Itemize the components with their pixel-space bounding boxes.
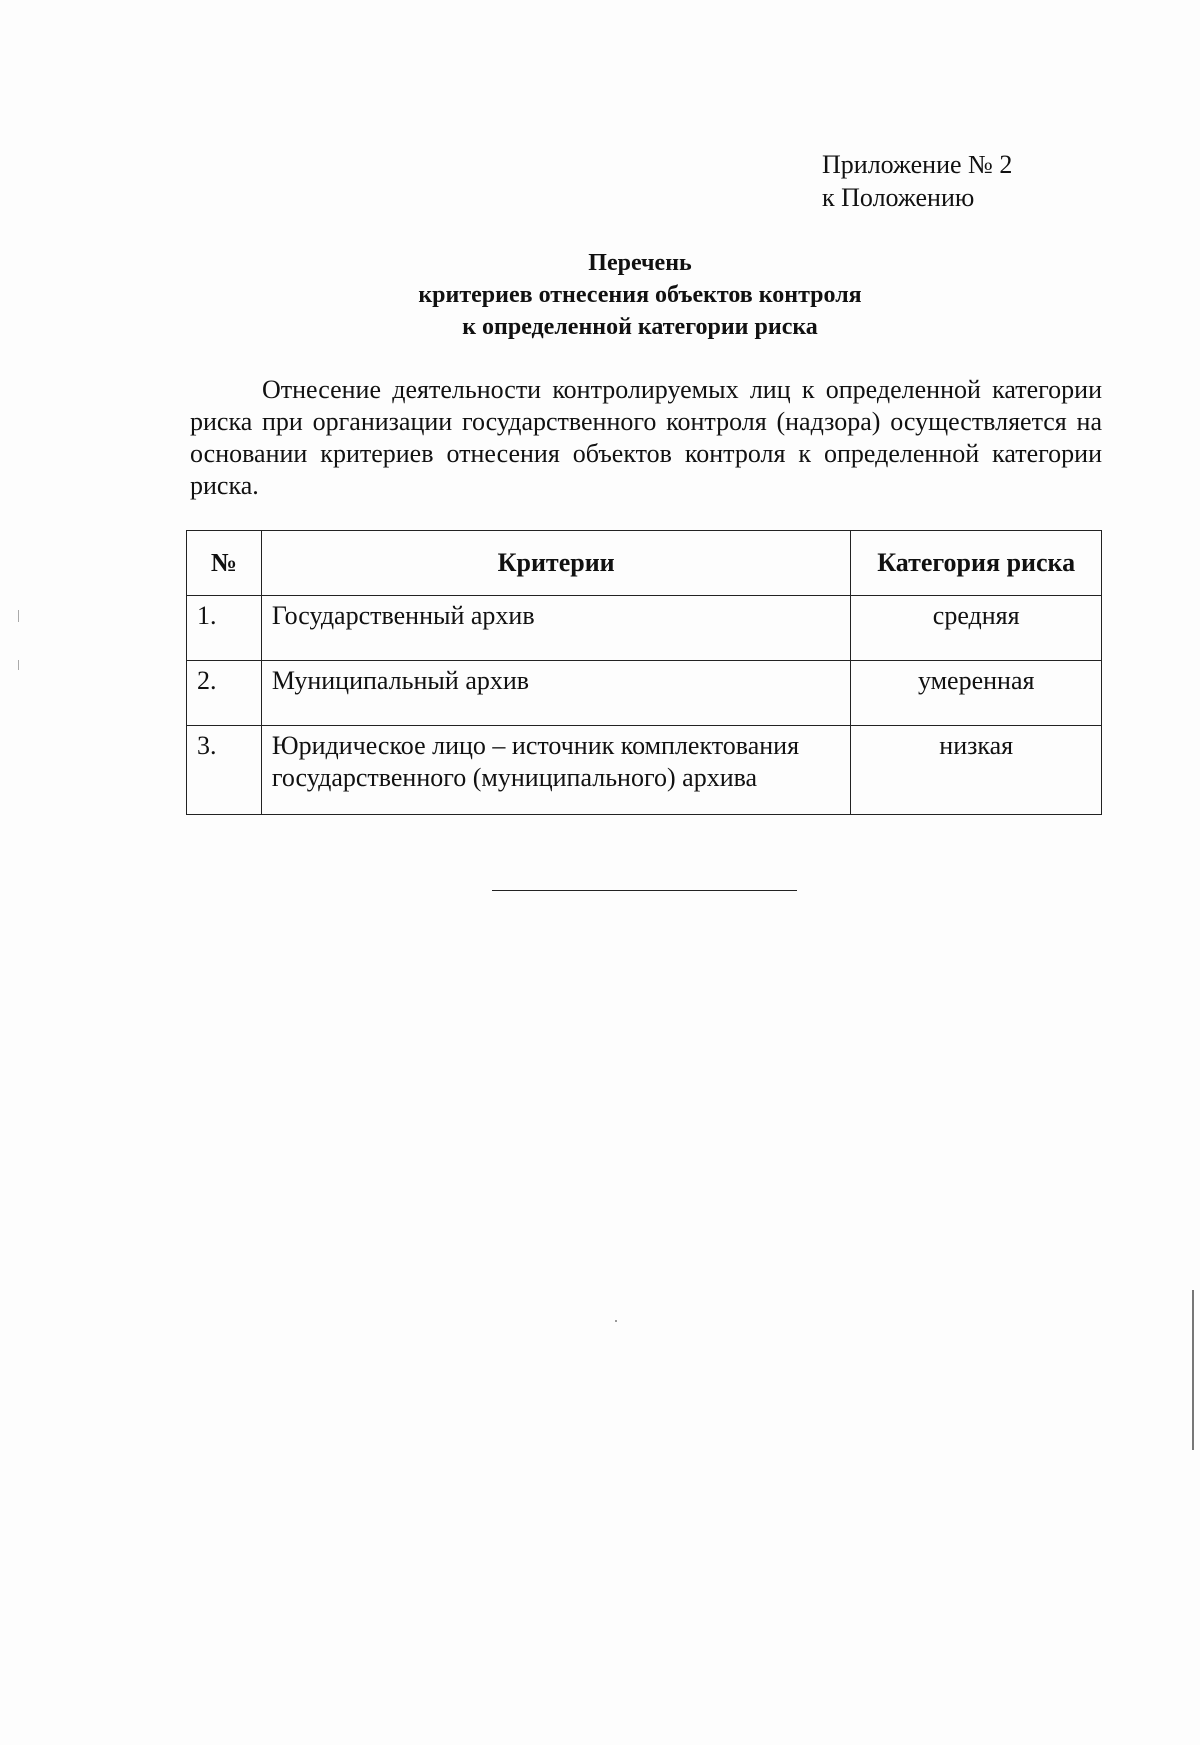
- criteria-table: [186, 530, 1102, 815]
- table-row: [187, 661, 1102, 726]
- table-row: [187, 726, 1102, 815]
- row-number: 3.: [187, 726, 262, 815]
- end-divider: [492, 890, 797, 891]
- title-line-1: Перечень: [588, 250, 692, 276]
- appendix-number: Приложение № 2: [822, 150, 1013, 179]
- scan-artifact-left: [18, 610, 19, 622]
- row-category: низкая: [851, 726, 1102, 815]
- row-criteria: Юридическое лицо – источник комплектования государственного (муниципального) архива: [261, 726, 851, 815]
- table-header-row: [187, 531, 1102, 596]
- row-number: 2.: [187, 661, 262, 726]
- table-row: [187, 596, 1102, 661]
- document-title: [340, 247, 940, 343]
- intro-paragraph: Отнесение деятельности контролируемых лиц к определенной категории риска при организации государственного контроля (надзора) осуществляется на основании критериев отнесения объектов контроля к определенной категории риска.: [190, 375, 1102, 500]
- scan-artifact-right: [1192, 1290, 1194, 1450]
- title-line-3: к определенной категории риска: [462, 314, 818, 340]
- title-line-2: критериев отнесения объектов контроля: [418, 282, 862, 308]
- scan-artifact-left-2: [18, 660, 19, 670]
- header-category: Категория риска: [851, 531, 1102, 596]
- header-number: №: [187, 531, 262, 596]
- row-category: умеренная: [851, 661, 1102, 726]
- row-category: средняя: [851, 596, 1102, 661]
- appendix-reference: [822, 148, 1012, 214]
- header-criteria: Критерии: [261, 531, 851, 596]
- appendix-target: к Положению: [822, 183, 975, 212]
- row-criteria: Государственный архив: [261, 596, 851, 661]
- row-number: 1.: [187, 596, 262, 661]
- scan-artifact-dot: [615, 1320, 617, 1322]
- row-criteria: Муниципальный архив: [261, 661, 851, 726]
